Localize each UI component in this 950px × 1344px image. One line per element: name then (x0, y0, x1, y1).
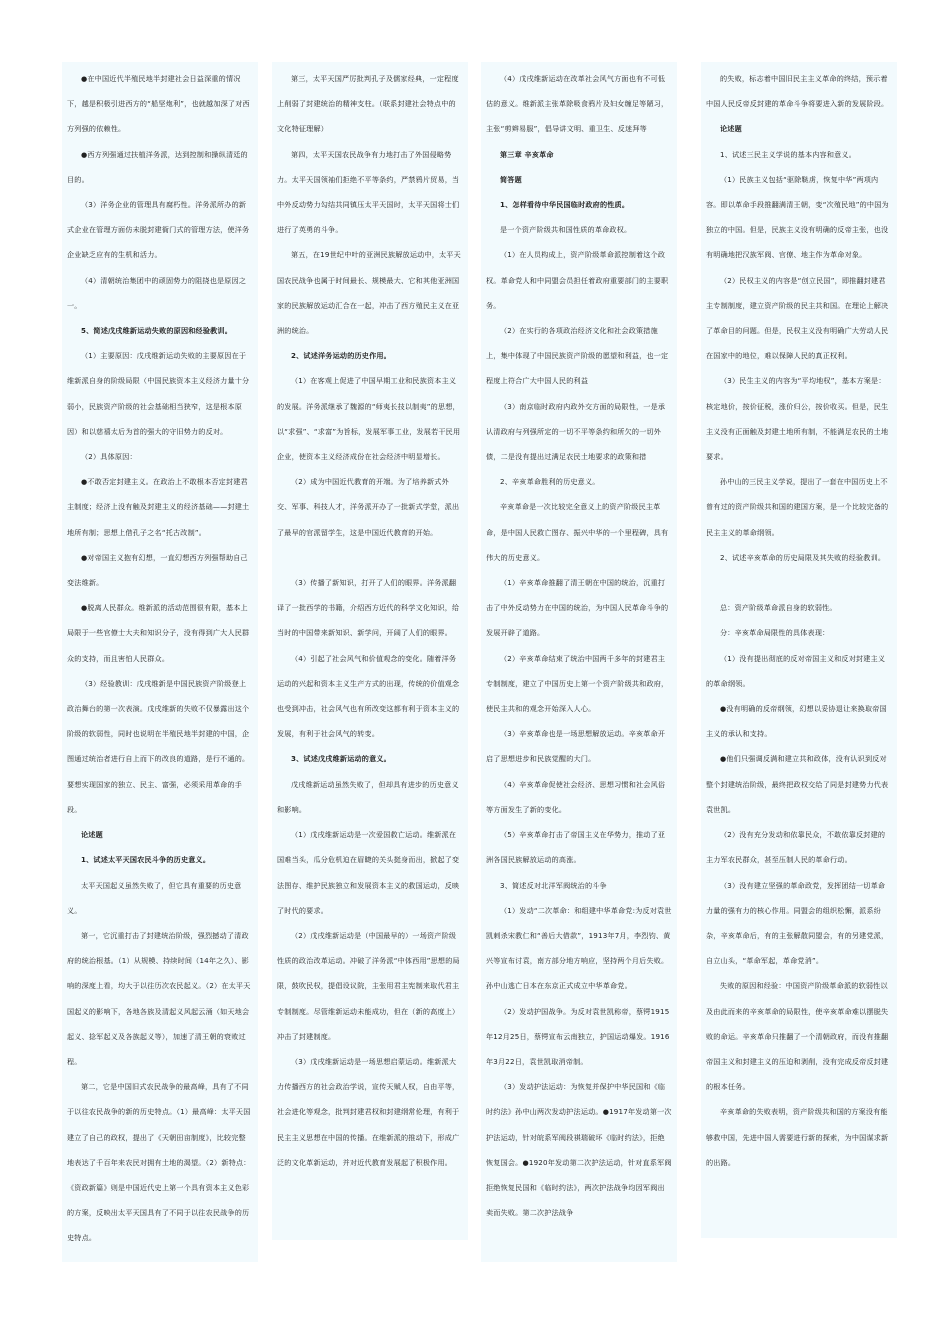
paragraph: ●在中国近代半殖民地半封建社会日益深重的情况下，越是积极引进西方的“船坚炮利”，也就越加深了对西方列强的依赖性。 (67, 74, 250, 134)
paragraph: ●对帝国主义抱有幻想，一直幻想西方列强帮助自己变法维新。 (67, 552, 248, 588)
paragraph: （2）戊戌维新运动是（中国最早的）一场资产阶级性质的政治改革运动。冲破了洋务派“中体西用”思想的局限，鼓吹民权，提倡设议院，主张用君主宪制来取代君主专制制度。尽管维新运动未能成功，但在（新的高度上）冲击了封建制度。 (277, 930, 460, 1041)
paragraph: （4）戊戌维新运动在改革社会风气方面也有不可低估的意义。维新派主张革除吸食鸦片及妇女缠足等陋习，主张“剪辫易服”，倡导讲文明、重卫生、反迷拜等 (486, 74, 669, 134)
paragraph: （4）辛亥革命促使社会经济、思想习惯和社会风俗等方面发生了新的变化。 (486, 779, 666, 814)
paragraph: （1）没有提出彻底的反对帝国主义和反对封建主义的革命纲领。 (706, 653, 886, 688)
text-column-3 (481, 62, 677, 1262)
paragraph: （3）没有建立坚强的革命政党，发挥团结一切革命力量的强有力的核心作用。同盟会的组织松懈，派系纷杂，辛亥革命后，有的主张解散同盟会，有的另建党派，自立山头，“革命军起，革命党消”。 (706, 880, 889, 966)
paragraph: （1）在人员构成上，资产阶级革命派控制着这个政权。革命党人和中同盟会员担任着政府重要部门的主要职务。 (486, 250, 669, 310)
text-column-2 (272, 62, 468, 1240)
paragraph: （2）没有充分发动和依靠民众，不敢依靠反封建的主力军农民群众，甚至压制人民的革命行动。 (706, 830, 886, 865)
paragraph (277, 545, 463, 570)
paragraph: 辛亥革命的失败表明，资产阶级共和国的方案没有能够救中国，先进中国人需要进行新的探索，为中国谋求新的出路。 (706, 1107, 889, 1167)
paragraph: 辛亥革命是一次比较完全意义上的资产阶级民主革命，是中国人民救亡图存、振兴中华的一个里程碑，具有伟大的历史意义。 (486, 502, 669, 562)
paragraph: （3）南京临时政府内政外交方面的局限性，一是承认清政府与列强所定的一切不平等条约和所欠的一切外债，二是没有提出过满足农民土地要求的政策和措 (486, 401, 666, 462)
section-heading: 1、试述太平天国农民斗争的历史意义。 (81, 855, 211, 865)
paragraph: （3）传播了新知识，打开了人们的眼界。洋务派翻译了一批西学的书籍，介绍西方近代的科学文化知识，给当时的中国带来新知识、新学问，开阔了人们的眼界。 (277, 578, 460, 638)
paragraph: （2）成为中国近代教育的开端。为了培养新式外交、军事、科技人才，洋务派开办了一批新式学堂，派出了最早的官派留学生，这是中国近代教育的开始。 (277, 477, 460, 537)
paragraph: 戊戌维新运动虽然失败了，但却具有进步的历史意义和影响。 (277, 779, 459, 814)
paragraph: （2）发动护国战争。为反对袁世凯称帝，蔡锷1915年12月25日，蔡锷宣布云南独立，护国运动爆发。1916年3月22日，袁世凯取消帝制。 (486, 1006, 670, 1066)
paragraph: （3）经验教训：戊戌维新是中国民族资产阶级登上政治舞台的第一次表演。戊戌维新的失败不仅暴露出这个阶级的软弱性，同时也说明在半殖民地半封建的中国，企图通过统治者进行自上而下的改良的道路，是行不通的。要想实现国家的独立、民主、富强，必须采用革命的手段。 (67, 678, 250, 814)
section-heading: 5、简述戊戌维新运动失败的原因和经验教训。 (81, 326, 233, 336)
paragraph: （3）洋务企业的管理具有腐朽性。洋务派所办的新式企业在管理方面仿未脱封建衙门式的管理方法，使洋务企业缺乏应有的生机和活力。 (67, 200, 250, 260)
section-heading: 第三章 辛亥革命 (500, 149, 554, 159)
paragraph: 的失败，标志着中国旧民主主义革命的终结，预示着中国人民反帝反封建的革命斗争将要进入新的发展阶段。 (706, 74, 889, 109)
section-heading: 3、试述戊戌维新运动的意义。 (291, 754, 391, 764)
paragraph: ●没有明确的反帝纲领，幻想以妥协退让来换取帝国主义的承认和支持。 (706, 704, 887, 739)
section-heading: 2、试述洋务运动的历史作用。 (291, 351, 391, 361)
paragraph: 总：资产阶级革命派自身的软弱性。 (720, 603, 837, 613)
paragraph: 1、试述三民主义学说的基本内容和意义。 (720, 149, 856, 159)
paragraph: （1）辛亥革命推翻了清王朝在中国的统治，沉重打击了中外反动势力在中国的统治，为中国人民革命斗争的发展开辟了道路。 (486, 578, 669, 638)
paragraph: （3）民生主义的内容为“平均地权”，基本方案是：核定地价，按价征税，涨价归公，按价收买。但是，民生主义没有正面触及封建土地所有制，不能满足农民的土地要求。 (706, 376, 889, 462)
paragraph: （2）辛亥革命结束了统治中国两千多年的封建君主专制制度，建立了中国历史上第一个资产阶级共和政府，使民主共和的观念开始深入人心。 (486, 653, 669, 714)
paragraph: 第一，它沉重打击了封建统治阶级，强烈撼动了清政府的统治根基。（1）从规模、持续时间（14年之久）、影响的深度上看，均大于以往历次农民起义。（2）在太平天国起义的影响下，各地各族及清起义风起云涌（如天地会起义、捻军起义及各族起义等），加速了清王朝的衰败过程。 (67, 930, 251, 1066)
paragraph: （3）发动护法运动：为恢复并保护中华民国和《临时约法》孙中山两次发动护法运动。●1917年发动第一次护法运动，针对皖系军阀段祺瑞破坏《临时约法》，拒绝恢复国会。●1920年发动第二次护法运动，针对直系军阀拒绝恢复民国和《临时约法》，两次护法战争均因军阀出卖而失败。第二次护法战争 (486, 1082, 672, 1218)
section-heading: 论述题 (81, 830, 103, 840)
paragraph: （2）民权主义的内容是“创立民国”，即推翻封建君主专制制度，建立资产阶级的民主共和国。在理论上解决了革命目的问题。但是，民权主义没有明确广大劳动人民在国家中的地位，难以保障人民的真正权利。 (706, 275, 889, 361)
paragraph: ●西方列强通过扶植洋务派，达到控制和操纵清廷的目的。 (67, 149, 248, 184)
paragraph: （1）主要原因：戊戌维新运动失败的主要原因在于维新派自身的阶级局限（中国民族资本主义经济力量十分弱小，民族资产阶级的社会基础相当狭窄，这是根本原因）和以慈禧太后为首的强大的守旧势力的反对。 (67, 351, 250, 436)
paragraph: 失败的原因和经验：中国资产阶级革命派的软弱性以及由此而来的辛亥革命的局限性，使辛亥革命难以摆脱失败的命运。辛亥革命只推翻了一个清朝政府，而没有推翻帝国主义和封建主义的压迫和剥削，没有完成反帝反封建的根本任务。 (706, 981, 889, 1092)
paragraph: （1）在客观上促进了中国早期工业和民族资本主义的发展。洋务派继承了魏源的“师夷长技以制夷”的思想，以“求强”、“求富”为旨标，发展军事工业，发展若干民用企业，使资本主义经济成份在社会经济中明显增长。 (277, 376, 461, 462)
paragraph: ●他们只强调反满和建立共和政体，没有认识到反对整个封建统治阶级，最终把政权交给了同是封建势力代表袁世凯。 (706, 754, 889, 814)
paragraph: （2）具体原因： (81, 452, 137, 462)
paragraph (706, 570, 892, 595)
section-heading: 论述题 (720, 124, 742, 134)
paragraph: （2）在实行的各项政治经济文化和社会政策措施上，集中体现了中国民族资产阶级的愿望和利益，也一定程度上符合广大中国人民的利益 (486, 326, 669, 386)
paragraph: （5）辛亥革命打击了帝国主义在华势力，推动了亚洲各国民族解放运动的高涨。 (486, 830, 666, 865)
paragraph: 第四，太平天国农民战争有力地打击了外国侵略势力。太平天国领袖们拒绝不平等条约，严禁鸦片贸易，当中外反动势力勾结共同镇压太平天国时，太平天国将士们进行了英勇的斗争。 (277, 149, 460, 235)
paragraph: 太平天国起义虽然失败了，但它具有重要的历史意义。 (67, 880, 242, 915)
paragraph: （1）戊戌维新运动是一次爱国救亡运动。维新派在国难当头，瓜分危机迫在眉睫的关头挺身而出，掀起了变法图存、维护民族独立和发展资本主义的救国运动，反映了时代的要求。 (277, 830, 460, 915)
paragraph: （1）发动“二次革命：和组建中华革命党:为反对袁世凯刺杀宋教仁和“善后大借款”，1913年7月，李烈钧、黄兴等宣布讨袁，南方部分地方响应，坚持两个月后失败。孙中山逃亡日本在东京正式成立中华革命党。 (486, 905, 672, 991)
text-column-4 (701, 62, 897, 1238)
paragraph: 分：辛亥革命局限性的具体表现： (720, 628, 830, 638)
text-column-1 (62, 62, 258, 1262)
paragraph: （1）民族主义包括“驱除鞑虏，恢复中华”两项内容。即以革命手段推翻满清王朝，变“次殖民地”的中国为独立的中国。但是，民族主义没有明确的反帝主张，也没有明确地把汉族军阀、官僚、地主作为革命对象。 (706, 174, 889, 260)
paragraph: 第五，在19世纪中叶的亚洲民族解放运动中，太平天国农民战争也属于时间最长、规模最大、它和其他亚洲国家的民族解放运动汇合在一起，冲击了西方殖民主义在亚洲的统治。 (277, 250, 461, 336)
paragraph: ●不敢否定封建主义。在政治上不敢根本否定封建君主制度；经济上没有触及封建主义的经济基础——封建土地所有制；思想上借孔子之名“托古改制”。 (67, 477, 250, 537)
paragraph: （3）辛亥革命也是一场思想解放运动。辛亥革命开启了思想进步和民族觉醒的大门。 (486, 729, 666, 764)
section-heading: 1、怎样看待中华民国临时政府的性质。 (500, 200, 630, 210)
paragraph: ●脱离人民群众。维新派的活动范围很有限，基本上局限于一些官僚士大夫和知识分子，没有得到广大人民群众的支持，而且害怕人民群众。 (67, 603, 250, 663)
paragraph: （4）清朝统治集团中的顽固势力的阻挠也是原因之一。 (67, 275, 247, 310)
paragraph: （4）引起了社会风气和价值观念的变化。随着洋务运动的兴起和资本主义生产方式的出现，传统的价值观念也受到冲击，社会风气也有所改变这都有利于资本主义的发展，有利于社会风气的转变。 (277, 653, 460, 739)
paragraph: 孙中山的三民主义学说，提出了一套在中国历史上不曾有过的资产阶级共和国的建国方案，是一个比较完备的民主主义的革命纲领。 (706, 477, 889, 537)
paragraph: （3）戊戌维新运动是一场思想启蒙运动。维新派大力传播西方的社会政治学说，宣传天赋人权，自由平等，社会进化等观念，批判封建君权和封建纲常伦理，有利于民主主义思想在中国的传播。在维新派的推动下，形成广泛的文化革新运动，并对近代教育发展起了积极作用。 (277, 1056, 460, 1167)
paragraph: 第三，太平天国严厉批判孔子及儒家经典，一定程度上削弱了封建统治的精神支柱。（联系封建社会特点中的文化特征理解） (277, 74, 459, 134)
paragraph: 2、辛亥革命胜利的历史意义。 (500, 477, 600, 487)
section-heading: 简答题 (500, 174, 522, 184)
paragraph: 第二，它是中国旧式农民战争的最高峰，具有了不同于以往农民战争的新的历史特点。（1）最高峰：太平天国建立了自己的政权，提出了《天朝田亩制度》，比较完整地表达了千百年来农民对拥有土地的渴望。（2）新特点：《资政新篇》则是中国近代史上第一个具有资本主义色彩的方案，反映出太平天国具有了不同于以往农民战争的历史特点。 (67, 1082, 251, 1243)
paragraph: 2、试述辛亥革命的历史局限及其失败的经验教训。 (720, 552, 886, 562)
paragraph: 3、简述反对北洋军阀统治的斗争 (500, 880, 607, 890)
paragraph: 是一个资产阶级共和国性质的革命政权。 (500, 225, 632, 235)
